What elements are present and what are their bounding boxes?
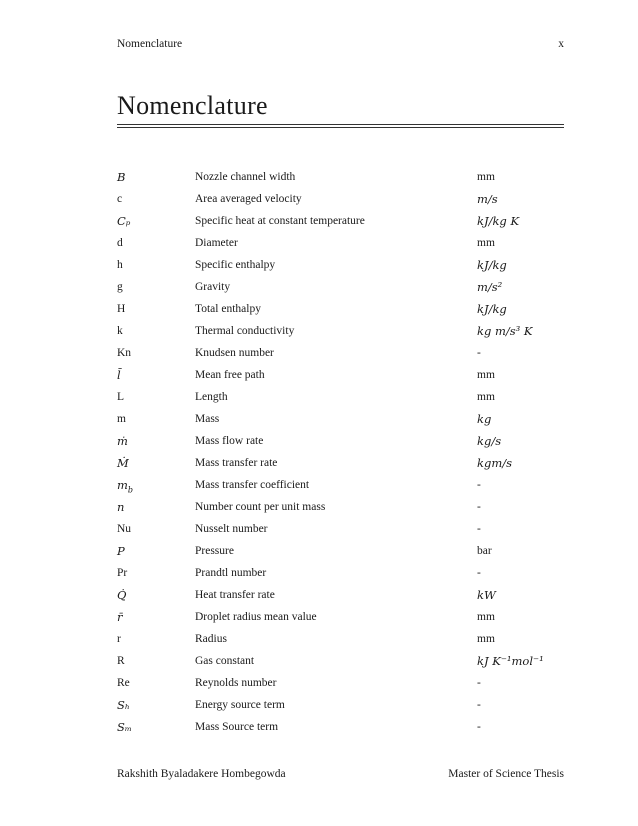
document-type: Master of Science Thesis — [448, 768, 564, 780]
table-row — [117, 210, 564, 232]
table-row — [117, 166, 564, 188]
unit: kg — [477, 412, 492, 426]
table-row — [117, 232, 564, 254]
description: Knudsen number — [195, 347, 274, 359]
table-row — [117, 628, 564, 650]
unit: - — [477, 699, 481, 711]
unit: - — [477, 479, 481, 491]
unit: kgm/s — [477, 456, 513, 470]
table-row — [117, 320, 564, 342]
table-row — [117, 672, 564, 694]
unit: - — [477, 721, 481, 733]
description: Gravity — [195, 281, 231, 293]
title-block — [117, 93, 564, 128]
table-row — [117, 408, 564, 430]
symbol: h — [117, 259, 123, 271]
symbol: Nu — [117, 523, 132, 535]
unit: mm — [477, 633, 495, 645]
symbol: R — [117, 655, 125, 667]
table-row — [117, 364, 564, 386]
symbol: l̄ — [117, 368, 121, 382]
description: Droplet radius mean value — [195, 611, 317, 623]
title-rule-bottom — [117, 127, 564, 128]
table-row — [117, 694, 564, 716]
symbol: ṁ — [117, 434, 128, 448]
description: Specific enthalpy — [195, 259, 276, 271]
unit: bar — [477, 545, 492, 557]
description: Heat transfer rate — [195, 589, 275, 601]
nomenclature-table — [117, 166, 564, 738]
description: Nozzle channel width — [195, 171, 296, 183]
unit: - — [477, 523, 481, 535]
table-row — [117, 276, 564, 298]
description: Nusselt number — [195, 523, 268, 535]
symbol: r̄ — [117, 610, 123, 624]
symbol: Cₚ — [117, 214, 131, 228]
running-header-title: Nomenclature — [117, 38, 183, 50]
unit: mm — [477, 237, 495, 249]
symbol: $m_b$ — [117, 478, 134, 495]
symbol: Ṁ — [117, 456, 129, 470]
description: Mass flow rate — [195, 435, 264, 447]
symbol: k — [117, 325, 123, 337]
table-row — [117, 562, 564, 584]
description: Area averaged velocity — [195, 193, 302, 205]
description: Reynolds number — [195, 677, 277, 689]
description: Mass transfer rate — [195, 457, 278, 469]
unit: kg/s — [477, 434, 502, 448]
unit: - — [477, 567, 481, 579]
unit: - — [477, 677, 481, 689]
description: Mass transfer coefficient — [195, 479, 310, 491]
unit: mm — [477, 611, 495, 623]
description: Energy source term — [195, 699, 285, 711]
table-row — [117, 606, 564, 628]
description: Mass — [195, 413, 220, 425]
symbol: Kn — [117, 347, 132, 359]
page-title: Nomenclature — [117, 91, 268, 120]
table-row — [117, 584, 564, 606]
symbol: H — [117, 303, 126, 315]
description: Specific heat at constant temperature — [195, 215, 365, 227]
unit: - — [477, 501, 481, 513]
description: Mean free path — [195, 369, 265, 381]
symbol: Q̇ — [117, 588, 127, 602]
description: Total enthalpy — [195, 303, 261, 315]
title-rule-top — [117, 124, 564, 125]
unit: mm — [477, 391, 495, 403]
table-row — [117, 188, 564, 210]
symbol: d — [117, 237, 123, 249]
description: Length — [195, 391, 228, 403]
symbol: Re — [117, 677, 130, 689]
unit: mm — [477, 369, 495, 381]
symbol: c — [117, 193, 123, 205]
symbol: B — [117, 170, 126, 184]
unit: kJ/kg K — [477, 214, 520, 228]
unit: - — [477, 347, 481, 359]
description: Number count per unit mass — [195, 501, 326, 513]
unit: kg m/s³ K — [477, 324, 533, 338]
table-row — [117, 540, 564, 562]
table-row — [117, 650, 564, 672]
description: Radius — [195, 633, 227, 645]
description: Pressure — [195, 545, 234, 557]
unit: kW — [477, 588, 496, 602]
unit: m/s² — [477, 280, 503, 294]
unit: mm — [477, 171, 495, 183]
description: Thermal conductivity — [195, 325, 295, 337]
unit: m/s — [477, 192, 498, 206]
table-row — [117, 518, 564, 540]
unit: kJ/kg — [477, 302, 507, 316]
symbol: m — [117, 413, 126, 425]
symbol: n — [117, 500, 125, 514]
table-row — [117, 452, 564, 474]
table-row — [117, 386, 564, 408]
table-row — [117, 430, 564, 452]
symbol: Sₕ — [117, 698, 130, 712]
page-header — [117, 38, 564, 54]
author-name: Rakshith Byaladakere Hombegowda — [117, 768, 286, 780]
symbol: r — [117, 633, 121, 645]
unit: kJ K⁻¹mol⁻¹ — [477, 654, 544, 668]
page-footer — [117, 768, 564, 784]
description: Gas constant — [195, 655, 255, 667]
symbol: L — [117, 391, 125, 403]
description: Diameter — [195, 237, 238, 249]
description: Mass Source term — [195, 721, 279, 733]
table-row — [117, 474, 564, 496]
symbol: P — [117, 544, 125, 558]
symbol: Pr — [117, 567, 128, 579]
table-row — [117, 496, 564, 518]
table-row — [117, 298, 564, 320]
page-number: x — [558, 38, 564, 50]
table-row — [117, 716, 564, 738]
symbol: g — [117, 281, 123, 293]
table-row — [117, 342, 564, 364]
description: Prandtl number — [195, 567, 267, 579]
symbol: Sₘ — [117, 720, 132, 734]
table-row — [117, 254, 564, 276]
unit: kJ/kg — [477, 258, 507, 272]
